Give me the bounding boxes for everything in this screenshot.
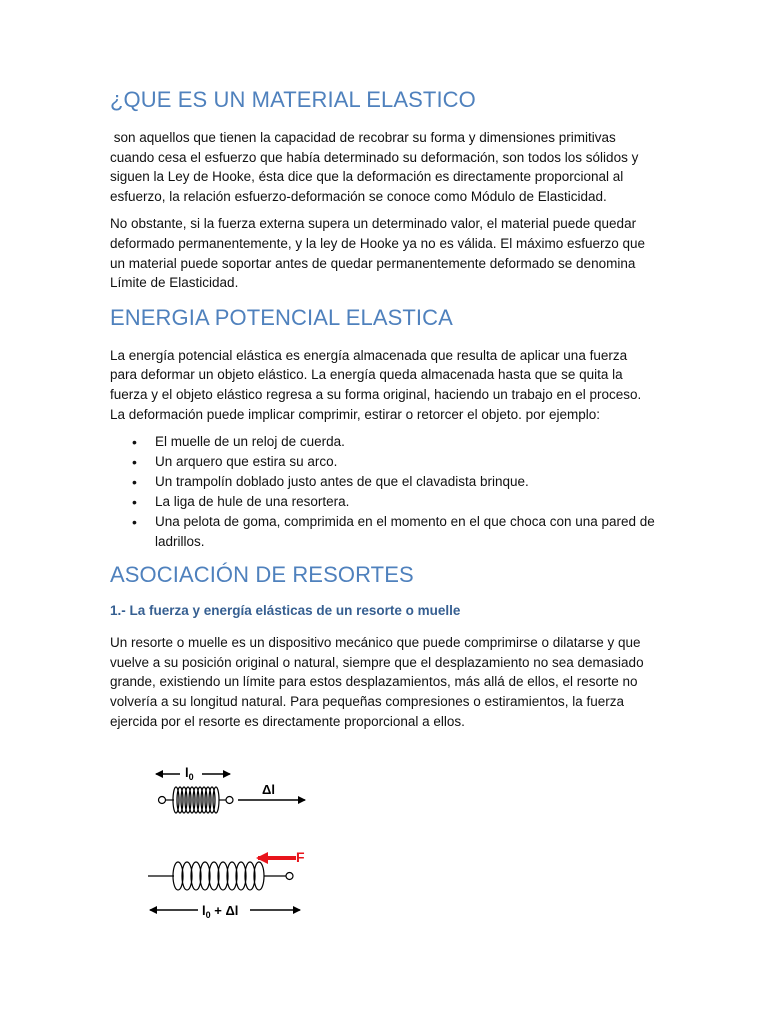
paragraph-limite-elasticidad: No obstante, si la fuerza externa supera un determinado valor, el material puede quedar deformado permanentemente, y la ley de Hooke ya no es válida. El máximo esfuerzo que un material puede soportar antes de quedar permanentemente deformado se denomina Límite de Elasticidad. <box>110 216 646 291</box>
paragraph-energia-potencial: La energía potencial elástica es energía almacenada que resulta de aplicar una fuerza para deformar un objeto elástico. La energía queda almacenada hasta que se quita la fuerza y el objeto elástico regresa a su forma original, haciendo un trabajo en el proceso. La deformación puede implicar comprimir, estirar o retorcer el objeto. por ejemplo: <box>110 347 642 422</box>
list-item: • El muelle de un reloj de cuerda. <box>110 432 655 452</box>
paragraph-definicion: son aquellos que tienen la capacidad de recobrar su forma y dimensiones primitivas cuando cesa el esfuerzo que había determinado su deformación, son todos los sólidos y siguen la Ley de Hooke, ésta dice que la deformación es directamente proporcional al esfuerzo, la relación esfuerzo-deformación se conoce como Módulo de Elasticidad. <box>110 130 643 204</box>
spring-stretched <box>148 862 293 890</box>
examples-list <box>110 432 655 552</box>
l0-label: $l_0$ <box>185 765 194 782</box>
list-item: • Un arquero que estira su arco. <box>110 452 655 472</box>
total-length-label: $l_0 + \Delta l$ <box>202 903 239 920</box>
force-label: F <box>296 849 305 865</box>
l0-dimension-arrow <box>156 764 230 782</box>
list-item: • Un trampolín doblado justo antes de que el clavadista brinque. <box>110 472 655 492</box>
subheading-fuerza-energia: 1.- La fuerza y energía elásticas de un resorte o muelle <box>110 603 461 619</box>
delta-l-arrow <box>238 782 305 800</box>
delta-l-label: Δl <box>262 782 275 797</box>
heading-energia-potencial: ENERGIA POTENCIAL ELASTICA <box>110 304 453 330</box>
total-length-arrow <box>150 900 300 920</box>
document-body <box>110 86 655 731</box>
force-arrow <box>258 849 305 865</box>
heading-asociacion-resortes: ASOCIACIÓN DE RESORTES <box>110 562 414 588</box>
list-item: • Una pelota de goma, comprimida en el momento en el que choca con una pared de ladrillos. <box>110 512 655 552</box>
paragraph-resorte: Un resorte o muelle es un dispositivo mecánico que puede comprimirse o dilatarse y que vuelve a su posición original o natural, siempre que el desplazamiento no sea demasiado grande, existiendo un límite para estos desplazamientos, más allá de ellos, el resorte no volvería a su longitud natural. Para pequeñas compresiones o estiramientos, la fuerza ejercida por el resorte es directamente proporcional a ellos. <box>110 635 644 729</box>
spring-diagram <box>140 758 320 920</box>
spring-relaxed <box>159 787 234 813</box>
list-item: • La liga de hule de una resortera. <box>110 492 655 512</box>
heading-material-elastico: ¿QUE ES UN MATERIAL ELASTICO <box>110 87 476 112</box>
